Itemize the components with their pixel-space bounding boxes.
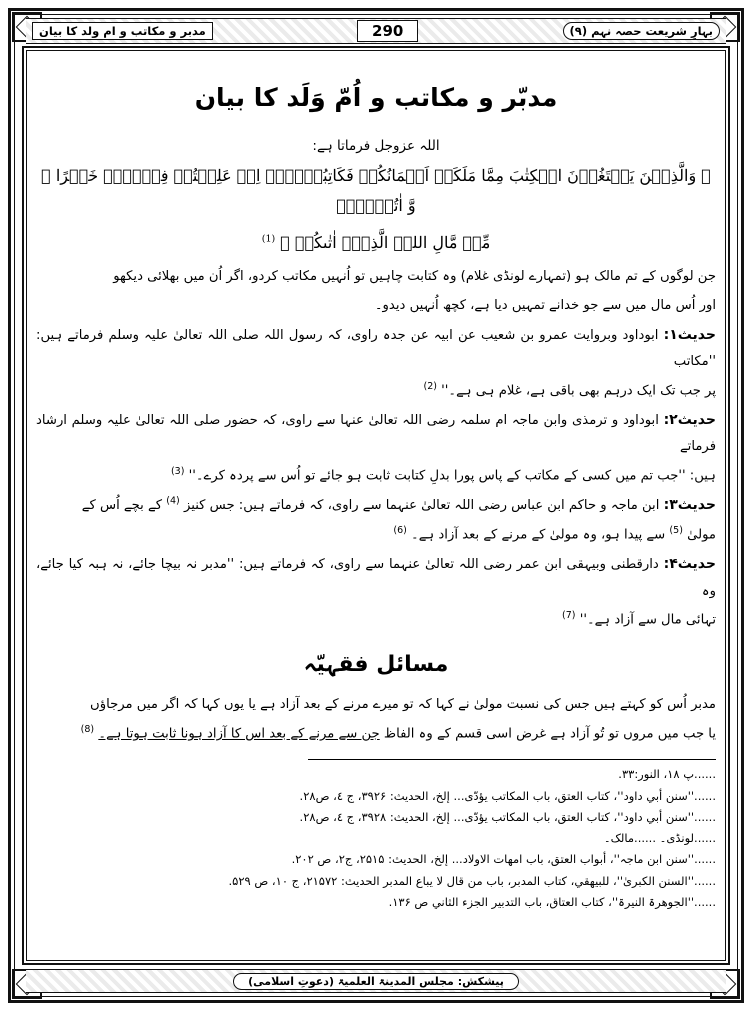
hadith-2-label: حدیث۲: (663, 411, 716, 428)
masail-line-2-text: یا جب میں مروں تو تُو آزاد ہے غرض اسی قسم کے وہ الفاظ (383, 726, 716, 742)
hadith-2-text: ابوداود و ترمذی وابن ماجہ ام سلمہ رضی اللہ تعالیٰ عنہا سے راوی، کہ حضور صلی اللہ تعالیٰ علیہ وسلم ارشاد فرماتے (36, 412, 716, 455)
hadith-3-label: حدیث۳: (663, 497, 716, 514)
hadith-3-footnote-ref-6: (6) (393, 525, 407, 537)
hadith-1-continued (36, 378, 716, 404)
footnote-item: ......''الجوھرۃ النیرۃ''، کتاب العتاق، باب التدبیر الجزء الثاني ص ۱۳۶. (388, 894, 716, 909)
footnote-divider (308, 759, 716, 760)
page-header (26, 18, 726, 44)
masail-footnote-ref: (8) (80, 724, 95, 736)
verse-translation-line-2: اور اُس مال میں سے جو خدانے تمہیں دیا ہے، کچھ اُنہیں دیدو۔ (374, 297, 716, 313)
masail-line-2 (36, 721, 716, 747)
footnote-item: ......''سنن ابن ماجہ''، أبواب العتق، باب امھات الاولاد... إلخ، الحدیث: ۲۵۱۵، ج۲، ص ۲۰۲. (291, 852, 716, 867)
hadith-3-continued (36, 522, 716, 548)
masail-line-1: مدبر اُس کو کہتے ہیں جس کی نسبت مولیٰ نے کہا کہ تو میرے مرنے کے بعد آزاد ہے یا یوں کہا کہ اگر میں مرجاؤں (90, 697, 716, 713)
page-number: 290 (357, 20, 418, 42)
hadith-4-text: دارقطنی وبیہقی ابن عمر رضی اللہ تعالیٰ عنہما سے راوی، کہ فرماتے ہیں: ''مدبر نہ بیچا جائے، نہ ہبہ کیا جائے، وہ (36, 557, 716, 599)
footnote-item: ......پ ۱۸، النور:۳۳. (618, 767, 716, 782)
hadith-1-footnote-ref: (2) (423, 380, 437, 392)
header-part-number: (۹) (569, 24, 588, 38)
footnote-item: ......لونڈی۔ ......مالک۔ (603, 831, 716, 846)
footnotes-block (36, 759, 716, 913)
header-book-title (563, 22, 720, 40)
footer-publisher (233, 973, 519, 990)
header-book-title-text: بہارِ شریعت حصہ نہم (591, 24, 713, 38)
hadith-3-footnote-ref-4: (4) (166, 495, 180, 507)
quran-verse-footnote-ref: (1) (261, 233, 276, 245)
hadith-1-label: حدیث۱: (663, 326, 716, 343)
hadith-3-text: ابن ماجہ و حاکم ابن عباس رضی اللہ تعالیٰ عنہما سے راوی، کہ فرماتے ہیں: جس کنیز (183, 498, 660, 514)
verse-translation-line-1: جن لوگوں کے تم مالک ہو (تمہارے لونڈی غلام) وہ کتابت چاہیں تو اُنہیں مکاتب کردو، اگر اُن میں بھلائی دیکھو (113, 269, 716, 285)
header-chapter-title: مدبر و مکاتب و ام ولد کا بیان (32, 22, 213, 40)
section-title-masail: مسائل فقہیّہ (303, 651, 449, 677)
hadith-4-label: حدیث۴: (663, 556, 716, 573)
quran-verse-line-2-text: مِّنۡ مَّالِ اللہِ الَّذِیۡۤ اٰتٰىکُمۡ ﴾ (280, 232, 491, 252)
masail-line-2-underlined: جن سے مرنے کے بعد اس کا آزاد ہونا ثابت ہوتا ہے۔ (98, 726, 380, 742)
footer-org-name: (دعوتِ اسلامی) (248, 974, 334, 988)
hadith-3-text-2b: سے پیدا ہو، وہ مولیٰ کے مرنے کے بعد آزاد ہے۔ (411, 527, 666, 543)
hadith-4-text-2: تہائی مال سے آزاد ہے۔'' (579, 612, 716, 628)
quran-verse-line-2 (36, 228, 716, 258)
hadith-2-footnote-ref: (3) (170, 465, 185, 477)
footnote-item: ......''سنن أبي داود''، کتاب العتق، باب المکاتب یؤدّی... إلخ، الحدیث: ۳۹۲۶، ج ٤، ص۲۸. (299, 788, 716, 803)
hadith-1-text-2: پر جب تک ایک درہم بھی باقی ہے، غلام ہی ہے۔'' (441, 383, 716, 399)
page-content (36, 60, 716, 951)
hadith-1-text: ابوداود وبروایت عمرو بن شعیب عن ابیہ عن جدہ راوی، کہ رسول اللہ صلی اللہ تعالیٰ علیہ وسلم فرماتے ہیں: ''مکاتب (36, 327, 716, 369)
footnote-item: ......''سنن أبي داود''، کتاب العتق، باب المکاتب یؤدّی... إلخ، الحدیث: ۳۹۲۸، ج ٤، ص۲۸. (299, 809, 716, 824)
quran-verse-line-1: ﴿ وَالَّذِیۡنَ یَبۡتَغُوۡنَ الۡکِتٰبَ مِمَّا مَلَکَتۡ اَیۡمَانُکُمۡ فَکَاتِبُوۡہُمۡ اِنۡ عَلِمۡتُمۡ فِیۡہِمۡ خَیۡرًا ۖ وَّ اٰتُوۡہُمۡ (41, 166, 711, 216)
hadith-3 (36, 492, 716, 519)
intro-line: اللہ عزوجل فرماتا ہے: (312, 137, 440, 154)
hadith-4-continued (36, 607, 716, 633)
hadith-4-footnote-ref: (7) (562, 610, 576, 622)
footer-presented-by-label: پیشکش: (457, 974, 504, 988)
hadith-3-footnote-ref-5: (5) (669, 525, 683, 537)
hadith-2-continued (36, 463, 716, 489)
hadith-3-text-mid: کے بچے اُس کے (81, 498, 163, 514)
footnote-item: ......''السنن الکبریٰ''، للبیھقي، کتاب المدبر، باب من قال لا یباع المدبر الحدیث: ۲۱۵۷۲، ج ۱۰، ص ۵۲۹. (228, 873, 716, 888)
hadith-4 (36, 551, 716, 604)
footer-publisher-name: مجلس المدینۃ العلمیۃ (337, 974, 454, 988)
page-footer (26, 969, 726, 993)
hadith-2-text-2: ہیں: ''جب تم میں کسی کے مکاتب کے پاس پورا بدلِ کتابت ثابت ہو جائے تو اُس سے پردہ کرے۔'' (188, 468, 716, 484)
page-title: مدبّر و مکاتب و اُمّ وَلَد کا بیان (194, 83, 558, 112)
hadith-1 (36, 322, 716, 375)
hadith-2 (36, 407, 716, 460)
hadith-3-text-2a: مولیٰ (687, 527, 716, 543)
